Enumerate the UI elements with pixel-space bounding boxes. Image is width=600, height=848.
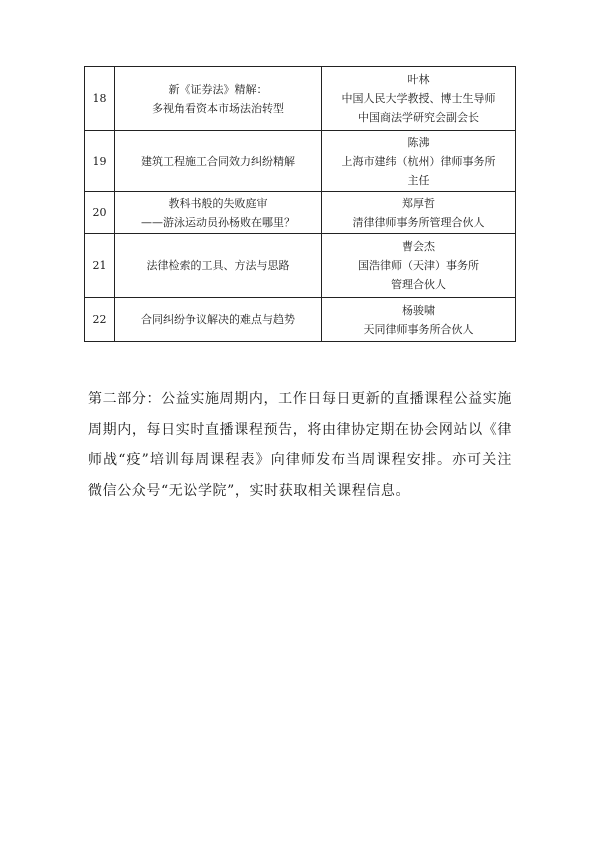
course-teacher: [322, 67, 516, 131]
teacher-name: 曹会杰: [402, 240, 435, 253]
course-title: [115, 192, 322, 234]
course-title-line: 新《证券法》精解：: [168, 82, 268, 96]
course-schedule-table: [84, 66, 516, 342]
table-row: [85, 298, 516, 342]
course-teacher: [322, 131, 516, 192]
teacher-affiliation: 天同律师事务所合伙人: [363, 322, 474, 336]
teacher-affiliation: 主任: [407, 173, 430, 187]
table-row: [85, 131, 516, 192]
course-title: [115, 298, 322, 342]
course-title: [115, 131, 322, 192]
course-title-line: 教科书般的失败庭审: [168, 196, 268, 210]
table-row: [85, 192, 516, 234]
course-title-line: 法律检索的工具、方法与思路: [146, 259, 290, 272]
course-number: 22: [85, 298, 115, 342]
teacher-name: 郑厚哲: [402, 196, 435, 210]
course-title-line: 合同纠纷争议解决的难点与趋势: [141, 313, 295, 326]
teacher-affiliation: 国浩律师（天津）事务所: [358, 259, 479, 272]
course-teacher: [322, 192, 516, 234]
table-row: [85, 67, 516, 131]
course-teacher: [322, 234, 516, 298]
teacher-affiliation: 清律律师事务所管理合伙人: [352, 215, 485, 229]
section-two-paragraph: 第二部分：公益实施周期内，工作日每日更新的直播课程公益实施周期内，每日实时直播课程预告，将由律协定期在协会网站以《律师战“疫”培训每周课程表》向律师发布当周课程安排。亦可关注微信公众号“无讼学院”，实时获取相关课程信息。: [88, 391, 512, 499]
teacher-affiliation: 管理合伙人: [391, 278, 446, 291]
table-row: [85, 234, 516, 298]
teacher-affiliation: 中国商法学研究会副会长: [358, 111, 479, 124]
teacher-name: 叶林: [407, 73, 430, 86]
course-teacher: [322, 298, 516, 342]
course-title: [115, 67, 322, 131]
course-title-line: ——游泳运动员孙杨败在哪里？: [141, 215, 295, 229]
teacher-name: 陈沸: [407, 135, 430, 149]
course-number: 20: [85, 192, 115, 234]
course-title: [115, 234, 322, 298]
course-title-line: 多视角看资本市场法治转型: [152, 101, 284, 115]
teacher-affiliation: 上海市建纬（杭州）律师事务所: [341, 154, 496, 168]
course-number: 18: [85, 67, 115, 131]
teacher-name: 杨骏啸: [402, 303, 435, 317]
course-title-line: 建筑工程施工合同效力纠纷精解: [141, 154, 295, 168]
course-number: 21: [85, 234, 115, 298]
teacher-affiliation: 中国人民大学教授、博士生导师: [341, 92, 496, 105]
course-number: 19: [85, 131, 115, 192]
